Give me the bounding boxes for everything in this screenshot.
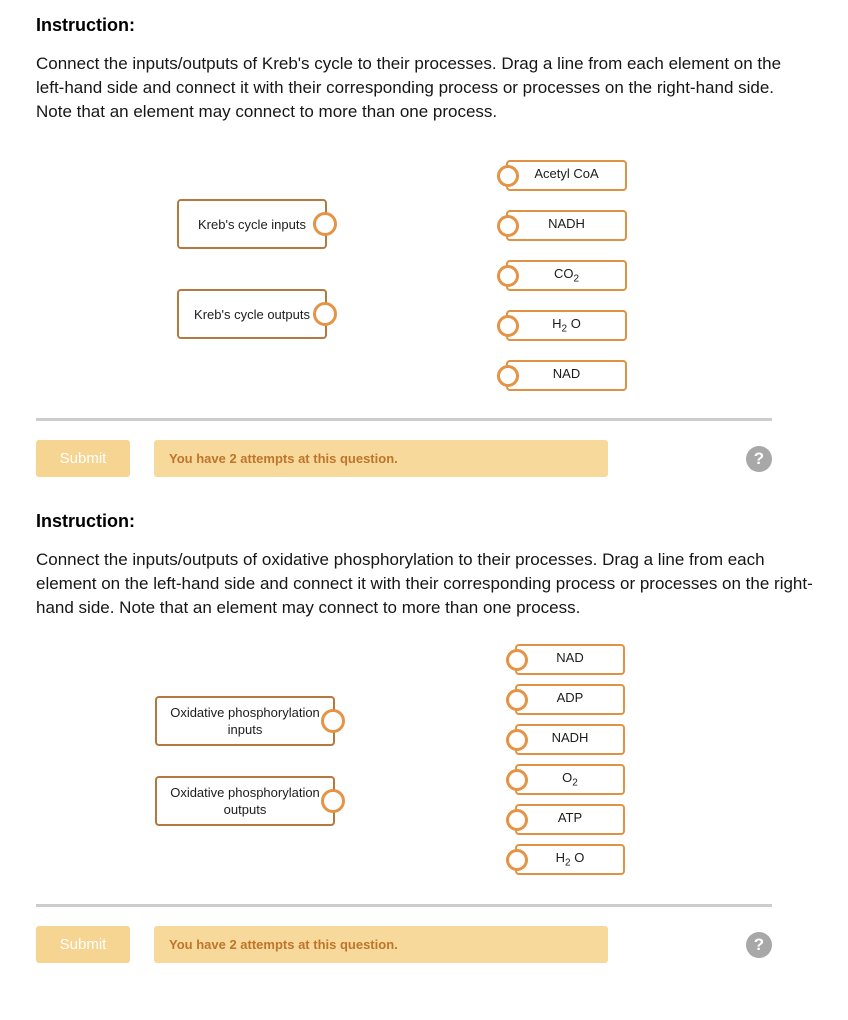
target-box-co2[interactable] [506, 260, 627, 291]
question-footer [36, 926, 772, 963]
target-box-nadh[interactable] [506, 210, 627, 241]
target-box-h2o[interactable] [506, 310, 627, 341]
target-box-nadh[interactable] [515, 724, 625, 755]
connector-port-icon[interactable] [506, 689, 528, 711]
source-box-label: Kreb's cycle outputs [194, 306, 310, 322]
target-box-label: NADH [551, 730, 589, 746]
connector-port-icon[interactable] [506, 849, 528, 871]
target-box-o2[interactable] [515, 764, 625, 795]
target-box-nad[interactable] [515, 644, 625, 675]
connector-port-icon[interactable] [321, 709, 345, 733]
connector-port-icon[interactable] [497, 315, 519, 337]
connector-port-icon[interactable] [313, 302, 337, 326]
question-footer [36, 440, 772, 477]
connector-port-icon[interactable] [497, 365, 519, 387]
target-box-label: $H_2$ O [552, 316, 581, 335]
target-box-label: ADP [556, 690, 584, 706]
help-icon[interactable]: ? [746, 446, 772, 472]
instruction-heading: Instruction: [36, 15, 135, 35]
target-box-atp[interactable] [515, 804, 625, 835]
help-icon[interactable]: ? [746, 932, 772, 958]
attempts-message: You have 2 attempts at this question. [154, 926, 608, 963]
attempts-message: You have 2 attempts at this question. [154, 440, 608, 477]
source-box-krebs-outputs[interactable] [177, 289, 327, 339]
question-oxidative-phosphorylation [36, 510, 848, 963]
instruction-text: Connect the inputs/outputs of Kreb's cycle to their processes. Drag a line from each element on the left-hand side and connect it with their corresponding process or processes on the right-hand side. Note that an element may connect to more than one process. [36, 54, 782, 121]
connector-port-icon[interactable] [497, 215, 519, 237]
connector-port-icon[interactable] [497, 265, 519, 287]
matching-diagram-oxphos [36, 644, 848, 875]
target-box-label: NADH [548, 216, 585, 232]
source-box-oxphos-inputs[interactable] [155, 696, 335, 746]
target-box-adp[interactable] [515, 684, 625, 715]
target-box-h2o[interactable] [515, 844, 625, 875]
target-box-label: $H_2$ O [555, 850, 585, 869]
target-box-nad[interactable] [506, 360, 627, 391]
connector-port-icon[interactable] [321, 789, 345, 813]
target-box-label: $O_2$ [562, 770, 578, 789]
submit-button[interactable]: Submit [36, 440, 130, 477]
source-box-label: Oxidative phosphorylation inputs [170, 705, 320, 737]
target-box-acetyl-coa[interactable] [506, 160, 627, 191]
connector-port-icon[interactable] [506, 649, 528, 671]
target-box-label: NAD [552, 366, 581, 382]
section-divider [36, 904, 772, 907]
connector-port-icon[interactable] [506, 769, 528, 791]
connector-port-icon[interactable] [497, 165, 519, 187]
instruction-heading: Instruction: [36, 511, 135, 531]
source-box-oxphos-outputs[interactable] [155, 776, 335, 826]
section-divider [36, 418, 772, 421]
instruction-text: Connect the inputs/outputs of oxidative phosphorylation to their processes. Drag a line from each element on the left-hand side and connect it with their corresponding process or processes on the right-hand side. Note that an element may connect to more than one process. [36, 550, 813, 617]
target-box-label: Acetyl CoA [534, 166, 599, 182]
target-box-label: $CO_2$ [553, 266, 580, 285]
matching-diagram-krebs [36, 160, 848, 391]
connector-port-icon[interactable] [506, 809, 528, 831]
source-box-krebs-inputs[interactable] [177, 199, 327, 249]
question-krebs-cycle [36, 14, 848, 477]
submit-button[interactable]: Submit [36, 926, 130, 963]
target-box-label: ATP [557, 810, 583, 826]
source-box-label: Kreb's cycle inputs [198, 216, 306, 232]
connector-port-icon[interactable] [506, 729, 528, 751]
target-box-label: NAD [556, 650, 584, 666]
source-box-label: Oxidative phosphorylation outputs [170, 785, 320, 817]
connector-port-icon[interactable] [313, 212, 337, 236]
